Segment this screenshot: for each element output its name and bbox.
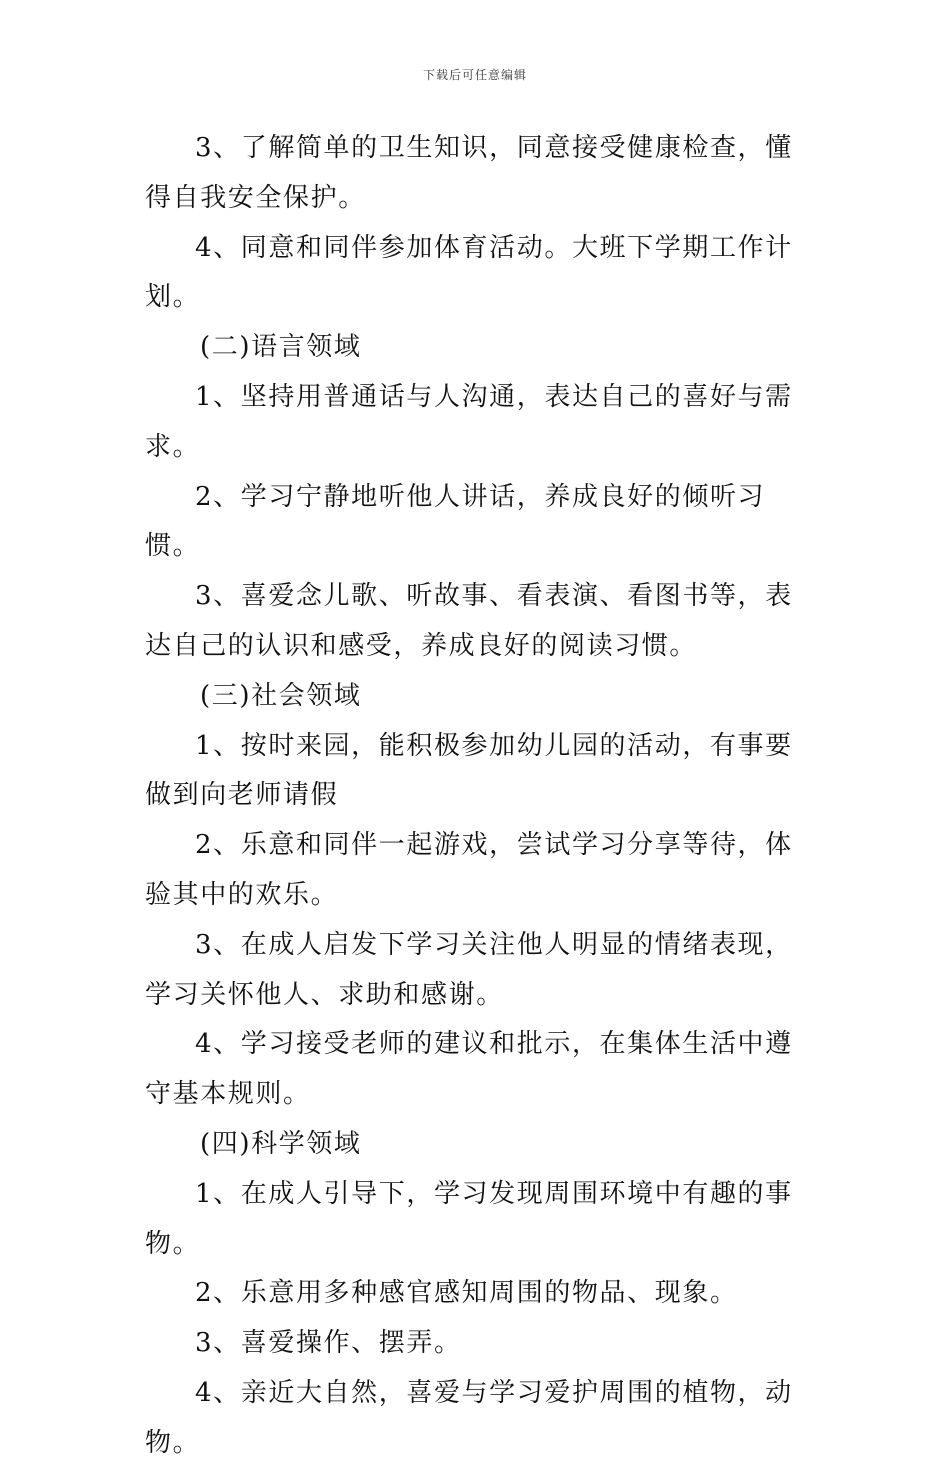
paragraph-health-3: 3、了解简单的卫生知识，同意接受健康检查，懂得自我安全保护。 [145,133,793,213]
page-header: 下载后可任意编辑 [422,68,527,82]
paragraph-science-3: 3、喜爱操作、摆弄。 [195,1328,462,1359]
document-body [145,124,809,1469]
paragraph-language-1: 1、坚持用普通话与人沟通，表达自己的喜好与需求。 [145,381,793,462]
paragraph-language-3: 3、喜爱念儿歌、听故事、看表演、看图书等，表达自己的认识和感受，养成良好的阅读习惯。 [145,581,793,661]
paragraph-health-4: 4、同意和同伴参加体育活动。大班下学期工作计划。 [145,232,793,313]
paragraph-social-1: 1、按时来园，能积极参加幼儿园的活动，有事要做到向老师请假 [145,730,793,811]
paragraph-social-2: 2、乐意和同伴一起游戏，尝试学习分享等待，体验其中的欢乐。 [145,830,793,910]
paragraph-language-2: 2、学习宁静地听他人讲话，养成良好的倾听习惯。 [145,481,766,562]
section-heading-social: (三)社会领域 [200,680,362,711]
paragraph-social-3: 3、在成人启发下学习关注他人明显的情绪表现，学习关怀他人、求助和感谢。 [145,929,793,1010]
paragraph-social-4: 4、学习接受老师的建议和批示，在集体生活中遵守基本规则。 [145,1029,793,1110]
paragraph-science-1: 1、在成人引导下，学习发现周围环境中有趣的事物。 [145,1178,793,1259]
section-heading-language: (二)语言领域 [200,332,362,363]
paragraph-science-2: 2、乐意用多种感官感知周围的物品、现象。 [195,1278,738,1309]
section-heading-science: (四)科学领域 [200,1128,362,1159]
paragraph-science-4: 4、亲近大自然，喜爱与学习爱护周围的植物，动物。 [145,1377,793,1458]
